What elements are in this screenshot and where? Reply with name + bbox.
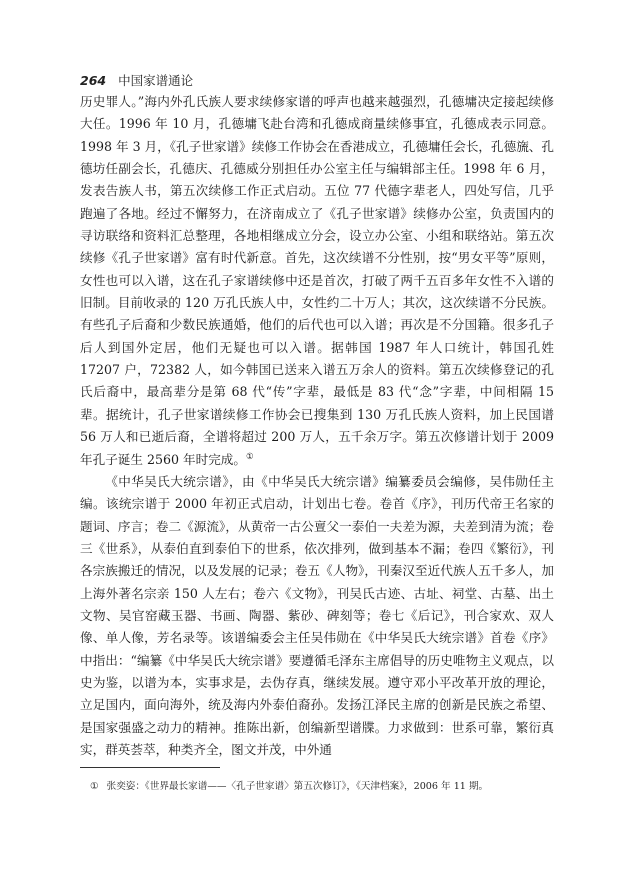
book-title: 中国家谱通论: [118, 73, 194, 88]
paragraph-1: [80, 91, 554, 471]
footnote-number: ①: [90, 781, 99, 792]
footnote-marker[interactable]: ①: [246, 451, 254, 462]
footnote-rule: [80, 767, 220, 768]
page-number: 264: [80, 73, 107, 88]
running-header: [80, 71, 193, 89]
main-text: [80, 91, 554, 761]
footnote-text: 张奕姿：《世界最长家谱——〈孔子世家谱〉第五次修订》，《天津档案》，2006 年 11 期。: [106, 781, 489, 792]
footnote: [80, 780, 554, 794]
paragraph-1-text: 历史罪人。”海内外孔氏族人要求续修家谱的呼声也越来越强烈，孔德墉决定接起续修大任。1996 年 10 月，孔德墉飞赴台湾和孔德成商量续修事宜，孔德成表示同意。1998 年 3 月，《孔子世家谱》续修工作协会在香港成立，孔德墉任会长，孔德旒、孔德坊任副会长，孔德庆、孔德威分别担任办公室主任与编辑部主任。1998 年 6 月，发表告族人书，第五次续修工作正式启动。五位 77 代德字辈老人，四处写信，几乎跑遍了各地。经过不懈努力，在济南成立了《孔子世家谱》续修办公室，负责国内的寻访联络和资料汇总整理，各地相继成立分会，设立办公室、小组和联络站。第五次续修《孔子世家谱》富有时代新意。首先，这次续谱不分性别，按“男女平等”原则，女性也可以入谱，这在孔子家谱续修中还是首次，打破了两千五百多年女性不入谱的旧制。目前收录的 120 万孔氏族人中，女性约二十万人；其次，这次续谱不分民族。有些孔子后裔和少数民族通婚，他们的后代也可以入谱；再次是不分国籍。很多孔子后人到国外定居，他们无疑也可以入谱。据韩国 1987 年人口统计，韩国孔姓 17207 户，72382 人，如今韩国已送来入谱五万余人的资料。第五次续修登记的孔氏后裔中，最高辈分是第 68 代“传”字辈，最低是 83 代“念”字辈，中间相隔 15 辈。据统计，孔子世家谱续修工作协会已搜集到 130 万孔氏族人资料，加上民国谱 56 万人和已逝后裔，全谱将超过 200 万人，五千余万字。第五次修谱计划于 2009 年孔子诞生 2560 年时完成。: [80, 94, 554, 467]
paragraph-2: 《中华吴氏大统宗谱》，由《中华吴氏大统宗谱》编纂委员会编修，吴伟勋任主编。该统宗谱于 2000 年初正式启动，计划出七卷。卷首《序》，刊历代帝王名家的题词、序言；卷二《源流》，从黄帝一古公亶父一泰伯一夫差为源，夫差到清为流；卷三《世系》，从泰伯直到泰伯下的世系，依次排列，做到基本不漏；卷四《繁衍》，刊各宗族搬迁的情况，以及发展的记录；卷五《人物》，刊秦汉至近代族人五千多人，加上海外著名宗亲 150 人左右；卷六《文物》，刊吴氏古迹、古址、祠堂、古墓、出土文物、吴官窑藏玉器、书画、陶器、紫砂、碑刻等；卷七《后记》，刊合家欢、双人像、单人像，芳名录等。该谱编委会主任吴伟勋在《中华吴氏大统宗谱》首卷《序》中指出：“编纂《中华吴氏大统宗谱》要遵循毛泽东主席倡导的历史唯物主义观点，以史为鉴，以谱为本，实事求是，去伪存真，继续发展。遵守邓小平改革开放的理论，立足国内，面向海外，统及海内外泰伯裔孙。发扬江泽民主席的创新是民族之希望、是国家强盛之动力的精神。推陈出新，创编新型谱牒。力求做到：世系可靠，繁衍真实，群英荟萃，种类齐全，图文并茂，中外通: [80, 473, 554, 757]
